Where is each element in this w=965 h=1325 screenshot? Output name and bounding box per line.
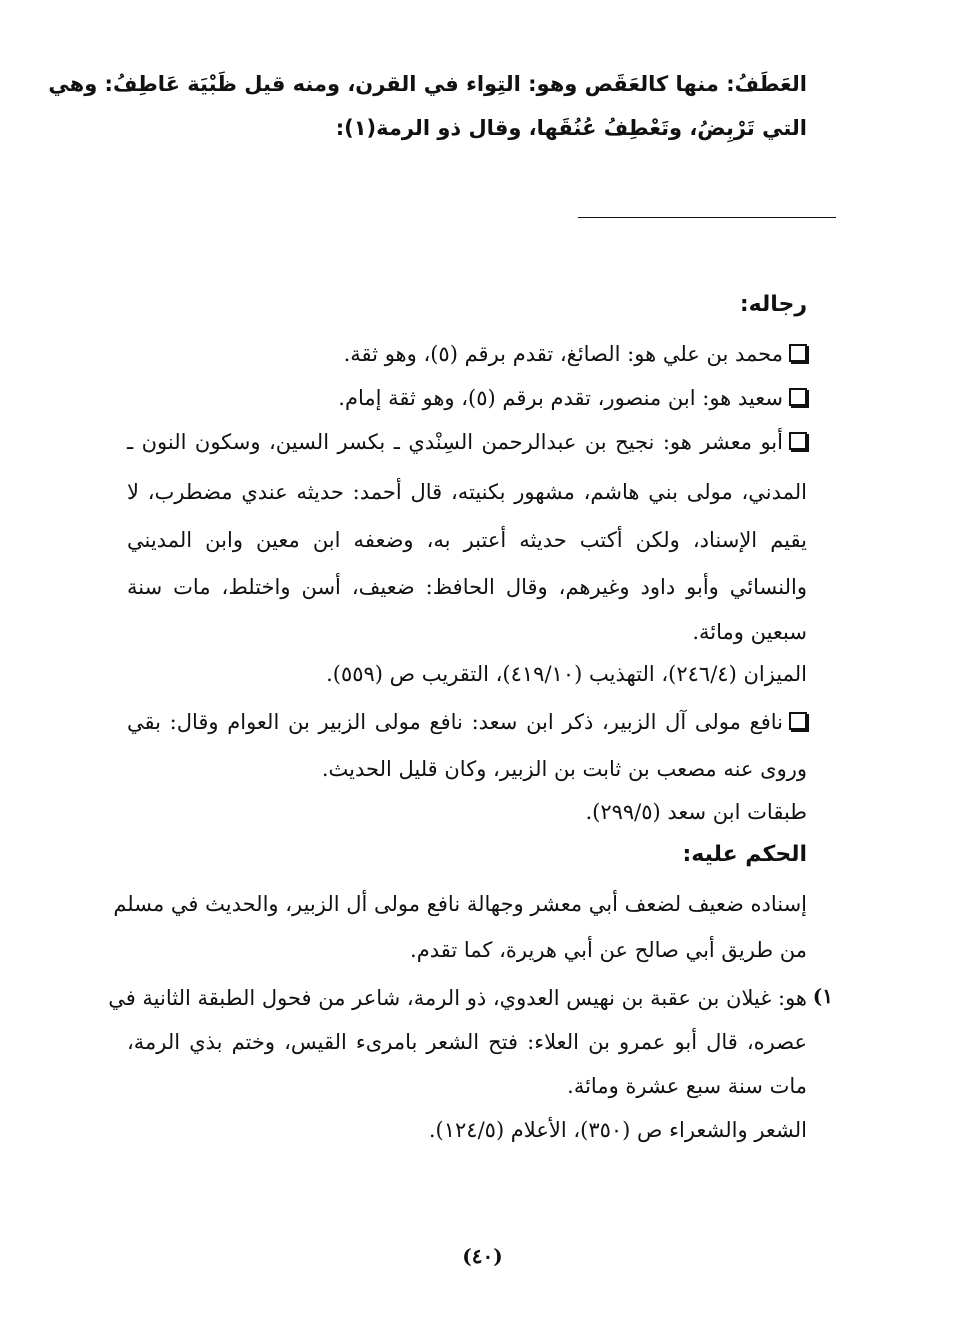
references-line: الميزان (٢٤٦/٤)، التهذيب (٤١٩/١٠)، التقريب ص (٥٥٩). — [326, 662, 807, 686]
checkbox-square-icon — [789, 432, 807, 450]
checkbox-square-icon — [789, 712, 807, 730]
separator-rule — [578, 217, 836, 218]
narrator-text-line: وروى عنه مصعب بن ثابت بن الزبير، وكان قليل الحديث. — [321, 757, 807, 781]
narrator-text-line: والنسائي وأبو داود وغيرهم، وقال الحافظ: ضعيف، أسن واختلط، مات سنة — [127, 575, 807, 599]
main-text-line-1: العَطَفُ: منها كالعَقَص وهو: التِواء في القرن، ومنه قيل ظَبْيَة عَاطِفُ: وهي — [48, 72, 807, 96]
narrator-text: محمد بن علي هو: الصائغ، تقدم برقم (٥)، وهو ثقة. — [343, 342, 783, 366]
narrator-text-line: المدني، مولى بني هاشم، مشهور بكنيته، قال أحمد: حديثه عندي مضطرب، لا — [127, 480, 807, 504]
narrator-item — [127, 340, 807, 368]
footnote-references: الشعر والشعراء ص (٣٥٠)، الأعلام (١٢٤/٥). — [428, 1118, 807, 1142]
footnote-number: ١) — [812, 984, 833, 1008]
narrator-text: أبو معشر هو: نجيح بن عبدالرحمن السِنْدي ـ بكسر السين، وسكون النون ـ — [127, 430, 783, 454]
ruling-heading: الحكم عليه: — [682, 842, 807, 867]
references-line: طبقات ابن سعد (٢٩٩/٥). — [585, 800, 807, 824]
ruling-text-line: إسناده ضعيف لضعف أبي معشر وجهالة نافع مولى أل الزبير، والحديث في مسلم — [113, 892, 807, 916]
narrator-item — [127, 428, 807, 456]
narrator-text-line: سبعين ومائة. — [692, 620, 807, 644]
narrator-text-line: يقيم الإسناد، ولكن أكتب حديثه أعتبر به، وضعفه ابن معين وابن المديني — [127, 528, 807, 552]
narrators-heading: رجاله: — [739, 292, 807, 317]
checkbox-square-icon — [789, 344, 807, 362]
narrator-text: نافع مولى آل الزبير، ذكر ابن سعد: نافع مولى الزبير بن العوام وقال: بقي — [127, 710, 783, 734]
main-text-line-2: التي تَرْبِضُ، وتَعْطِفُ عُنُقَها، وقال ذو الرمة(١): — [335, 116, 807, 140]
checkbox-square-icon — [789, 388, 807, 406]
narrator-item — [127, 708, 807, 736]
footnote-line: هو: غيلان بن عقبة بن نهيس العدوي، ذو الرمة، شاعر من فحول الطبقة الثانية في — [108, 986, 807, 1010]
ruling-text-line: من طريق أبي صالح عن أبي هريرة، كما تقدم. — [410, 938, 807, 962]
footnote-line: مات سنة سبع عشرة ومائة. — [567, 1074, 807, 1098]
narrator-text: سعيد هو: ابن منصور، تقدم برقم (٥)، وهو ثقة إمام. — [338, 386, 783, 410]
narrator-item — [127, 384, 807, 412]
page-number: (٤٠) — [462, 1244, 503, 1268]
footnote-line: عصره، قال أبو عمرو بن العلاء: فتح الشعر بامرىء القيس، وختم بذي الرمة، — [127, 1030, 807, 1054]
